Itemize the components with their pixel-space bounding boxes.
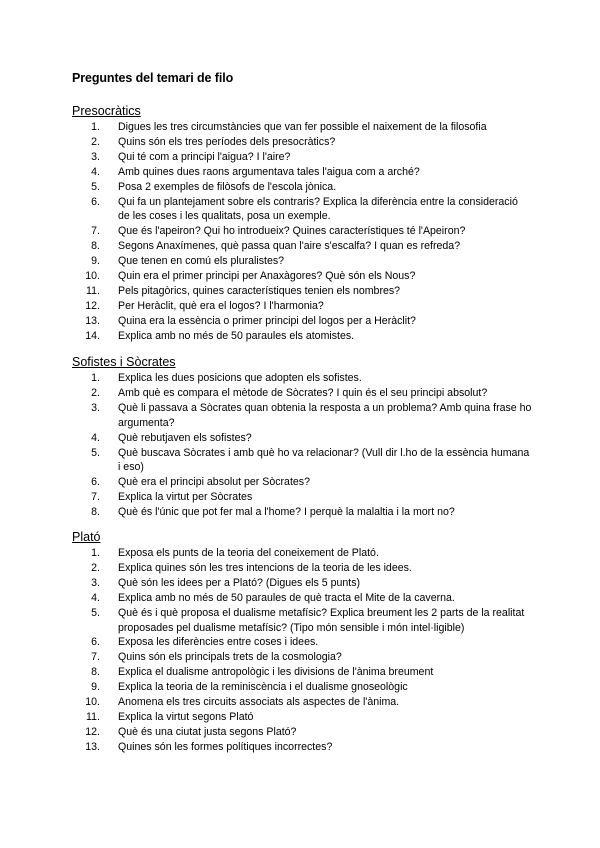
- section-presocratics: [72, 104, 532, 344]
- question-number: 2.: [91, 135, 100, 148]
- question-number: 12.: [85, 299, 100, 312]
- question-number: 11.: [86, 710, 100, 723]
- question-text: Digues les tres circumstàncies que van fer possible el naixement de la filosofia: [118, 121, 487, 133]
- question-number: 3.: [91, 576, 100, 589]
- question-text: Explica les dues posicions que adopten els sofistes.: [118, 372, 362, 384]
- question-text: Què és i què proposa el dualisme metafísic? Explica breument les 2 parts de la realitat proposades pel dualisme metafísic? (Tipo món sensible i món intel·ligible): [118, 606, 525, 634]
- question-text: Explica la virtut segons Plató: [118, 710, 254, 723]
- question-item: [72, 120, 532, 135]
- question-text: Quins són els tres períodes dels presocràtics?: [118, 135, 336, 148]
- question-text: Què li passava a Sòcrates quan obtenia la resposta a un problema? Amb quina frase ho argumenta?: [118, 401, 532, 429]
- question-item: [72, 329, 532, 344]
- question-item: [72, 254, 532, 269]
- question-number: 1.: [91, 547, 100, 559]
- question-item: [72, 284, 532, 299]
- question-item: [72, 505, 532, 520]
- question-number: 1.: [91, 372, 100, 384]
- section-plato: [72, 530, 532, 755]
- question-text: Quina era la essència o primer principi del logos per a Heràclit?: [118, 314, 416, 327]
- section-title: Presocràtics: [72, 104, 141, 118]
- question-number: 7.: [91, 491, 100, 504]
- question-item: [72, 490, 532, 505]
- question-number: 6.: [91, 195, 100, 208]
- question-text: Exposa els punts de la teoria del coneixement de Plató.: [118, 547, 379, 559]
- question-item: [72, 150, 532, 165]
- question-item: [72, 650, 532, 665]
- question-number: 11.: [86, 284, 100, 297]
- question-text: Quin era el primer principi per Anaxàgores? Què són els Nous?: [118, 270, 416, 283]
- question-number: 8.: [91, 240, 100, 253]
- question-number: 10.: [85, 270, 100, 283]
- question-item: [72, 475, 532, 490]
- question-text: Què rebutjaven els sofistes?: [118, 431, 252, 444]
- question-number: 4.: [91, 591, 100, 604]
- question-text: Explica amb no més de 50 paraules els atomistes.: [118, 329, 355, 342]
- question-item: [72, 665, 532, 680]
- question-text: Explica la virtut per Sòcrates: [118, 491, 253, 504]
- question-text: Posa 2 exemples de filòsofs de l'escola jònica.: [118, 180, 337, 193]
- question-number: 5.: [91, 180, 100, 193]
- question-item: [72, 446, 532, 476]
- question-text: Que tenen en comú els pluralistes?: [118, 255, 285, 268]
- question-item: [72, 371, 532, 386]
- question-number: 13.: [85, 314, 100, 327]
- section-sofistes-socrates: [72, 355, 532, 520]
- question-number: 1.: [91, 121, 100, 133]
- question-text: Quines són les formes polítiques incorrectes?: [118, 740, 333, 753]
- question-text: Per Heràclit, què era el logos? I l'harmonia?: [118, 299, 324, 312]
- question-number: 8.: [91, 506, 100, 519]
- question-number: 6.: [91, 636, 100, 649]
- question-number: 14.: [85, 329, 100, 342]
- question-item: [72, 165, 532, 180]
- question-number: 2.: [91, 561, 100, 574]
- question-text: Amb quines dues raons argumentava tales l'aigua com a arché?: [118, 165, 420, 178]
- question-number: 3.: [91, 401, 100, 414]
- question-item: [72, 710, 532, 725]
- question-number: 9.: [91, 255, 100, 268]
- question-number: 7.: [91, 651, 100, 664]
- question-text: Explica el dualisme antropològic i les divisions de l'ànima breument: [118, 666, 434, 679]
- question-list: [72, 546, 532, 755]
- question-number: 10.: [85, 696, 100, 709]
- question-text: Pels pitagòrics, quines característiques tenien els nombres?: [118, 284, 401, 297]
- question-text: Qui fa un plantejament sobre els contraris? Explica la diferència entre la consideració de les coses i les qualitats, posa un exemple.: [118, 195, 518, 223]
- question-item: [72, 561, 532, 576]
- question-item: [72, 180, 532, 195]
- question-item: [72, 269, 532, 284]
- question-number: 13.: [85, 740, 100, 753]
- question-item: [72, 386, 532, 401]
- question-item: [72, 224, 532, 239]
- question-text: Anomena els tres circuits associats als aspectes de l'ànima.: [118, 696, 400, 709]
- question-item: [72, 195, 532, 225]
- question-text: Què és l'únic que pot fer mal a l'home? I perquè la malaltia i la mort no?: [118, 506, 455, 519]
- question-number: 5.: [91, 606, 100, 619]
- question-item: [72, 239, 532, 254]
- question-item: [72, 431, 532, 446]
- question-item: [72, 546, 532, 561]
- question-text: Exposa les diferències entre coses i idees.: [118, 636, 319, 649]
- question-item: [72, 576, 532, 591]
- question-text: Explica amb no més de 50 paraules de què tracta el Mite de la caverna.: [118, 591, 455, 604]
- question-text: Explica la teoria de la reminiscència i el dualisme gnoseològic: [118, 681, 408, 694]
- question-text: Què són les idees per a Plató? (Digues els 5 punts): [118, 576, 361, 589]
- section-title: Plató: [72, 530, 101, 544]
- question-text: Amb què es compara el mètode de Sòcrates? I quin és el seu principi absolut?: [118, 386, 488, 399]
- question-number: 7.: [91, 225, 100, 238]
- question-item: [72, 299, 532, 314]
- question-item: [72, 401, 532, 431]
- question-text: Explica quines són les tres intencions de la teoria de les idees.: [118, 561, 412, 574]
- question-item: [72, 680, 532, 695]
- question-text: Que és l'apeiron? Qui ho introdueix? Quines característiques té l'Apeiron?: [118, 225, 466, 238]
- section-title: Sofistes i Sòcrates: [72, 355, 176, 369]
- question-number: 4.: [91, 165, 100, 178]
- question-text: Quins són els principals trets de la cosmologia?: [118, 651, 342, 664]
- question-text: Què és una ciutat justa segons Plató?: [118, 725, 297, 738]
- question-item: [72, 740, 532, 755]
- question-list: [72, 371, 532, 520]
- question-item: [72, 635, 532, 650]
- question-number: 4.: [91, 431, 100, 444]
- question-number: 6.: [91, 476, 100, 489]
- question-item: [72, 606, 532, 636]
- question-number: 9.: [91, 681, 100, 694]
- question-text: Què era el principi absolut per Sòcrates?: [118, 476, 310, 489]
- question-item: [72, 725, 532, 740]
- question-list: [72, 120, 532, 344]
- question-number: 12.: [85, 725, 100, 738]
- question-text: Qui té com a principi l'aigua? I l'aire?: [118, 150, 291, 163]
- question-item: [72, 695, 532, 710]
- question-item: [72, 591, 532, 606]
- question-item: [72, 135, 532, 150]
- question-number: 5.: [91, 446, 100, 459]
- document-title: Preguntes del temari de filo: [72, 71, 234, 85]
- question-number: 2.: [91, 386, 100, 399]
- question-text: Segons Anaxímenes, què passa quan l'aire s'escalfa? I quan es refreda?: [118, 240, 461, 253]
- question-text: Què buscava Sòcrates i amb què ho va relacionar? (Vull dir l.ho de la essència humana i eso): [118, 446, 530, 474]
- question-number: 3.: [91, 150, 100, 163]
- question-number: 8.: [91, 666, 100, 679]
- question-item: [72, 314, 532, 329]
